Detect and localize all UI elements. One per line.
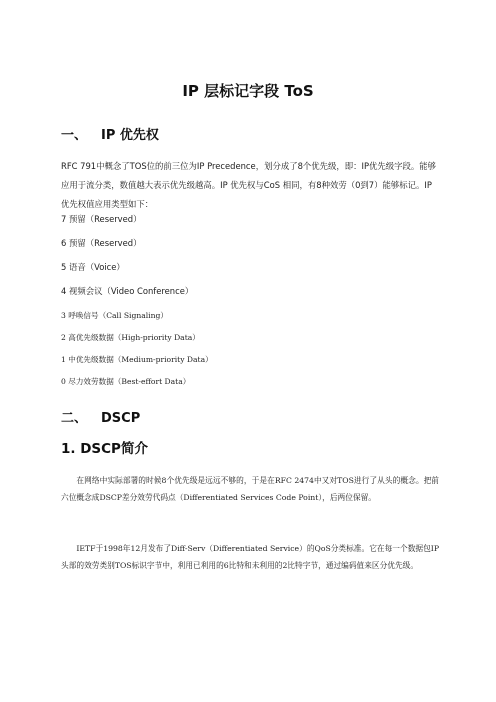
section-1-title: IP 优先权 [101, 128, 159, 143]
section-2-heading [61, 407, 140, 426]
section-1-number: 一、 [61, 128, 88, 143]
precedence-item: 3 呼唤信号（Call Signaling） [61, 311, 168, 320]
precedence-item: 1 中优先级数据（Medium-priority Data） [61, 355, 213, 364]
section-1-intro: RFC 791中概念了TOS位的前三位为IP Precedence，划分成了8个优先级，即：IP优先级字段。能够应用于流分类，数值越大表示优先级越高。IP 优先权与CoS 相同，有8种效劳（0到7）能够标记。IP优先权值应用类型如下： [61, 161, 437, 209]
precedence-item: 5 语音（Voice） [61, 262, 125, 272]
body-paragraph: IETF于1998年12月发布了Diff-Serv（Differentiated Service）的QoS分类标准。它在每一个数据包IP头部的效劳类别TOS标识字节中，利用已利用的6比特和未利用的2比特字节，通过编码值来区分优先级。 [61, 544, 439, 570]
precedence-item: 6 预留（Reserved） [61, 238, 142, 248]
precedence-item: 4 视频会议（Video Conference） [61, 286, 194, 296]
precedence-item: 2 高优先级数据（High-priority Data） [61, 333, 200, 342]
section-1-heading [61, 124, 159, 143]
section-2-title: DSCP [101, 411, 141, 426]
page-title: IP 层标记字段 ToS [182, 82, 314, 100]
section-2-subheading: 1. DSCP简介 [61, 441, 148, 457]
precedence-item: 7 预留（Reserved） [61, 214, 142, 224]
precedence-item: 0 尽力效劳数据（Best-effort Data） [61, 377, 191, 386]
body-paragraph: 在网络中实际部署的时候8个优先级是远远不够的，于是在RFC 2474中又对TOS进行了从头的概念。把前六位概念成DSCP差分效劳代码点（Differentiated Services Code Point），后两位保留。 [61, 476, 439, 502]
section-2-number: 二、 [61, 411, 88, 426]
